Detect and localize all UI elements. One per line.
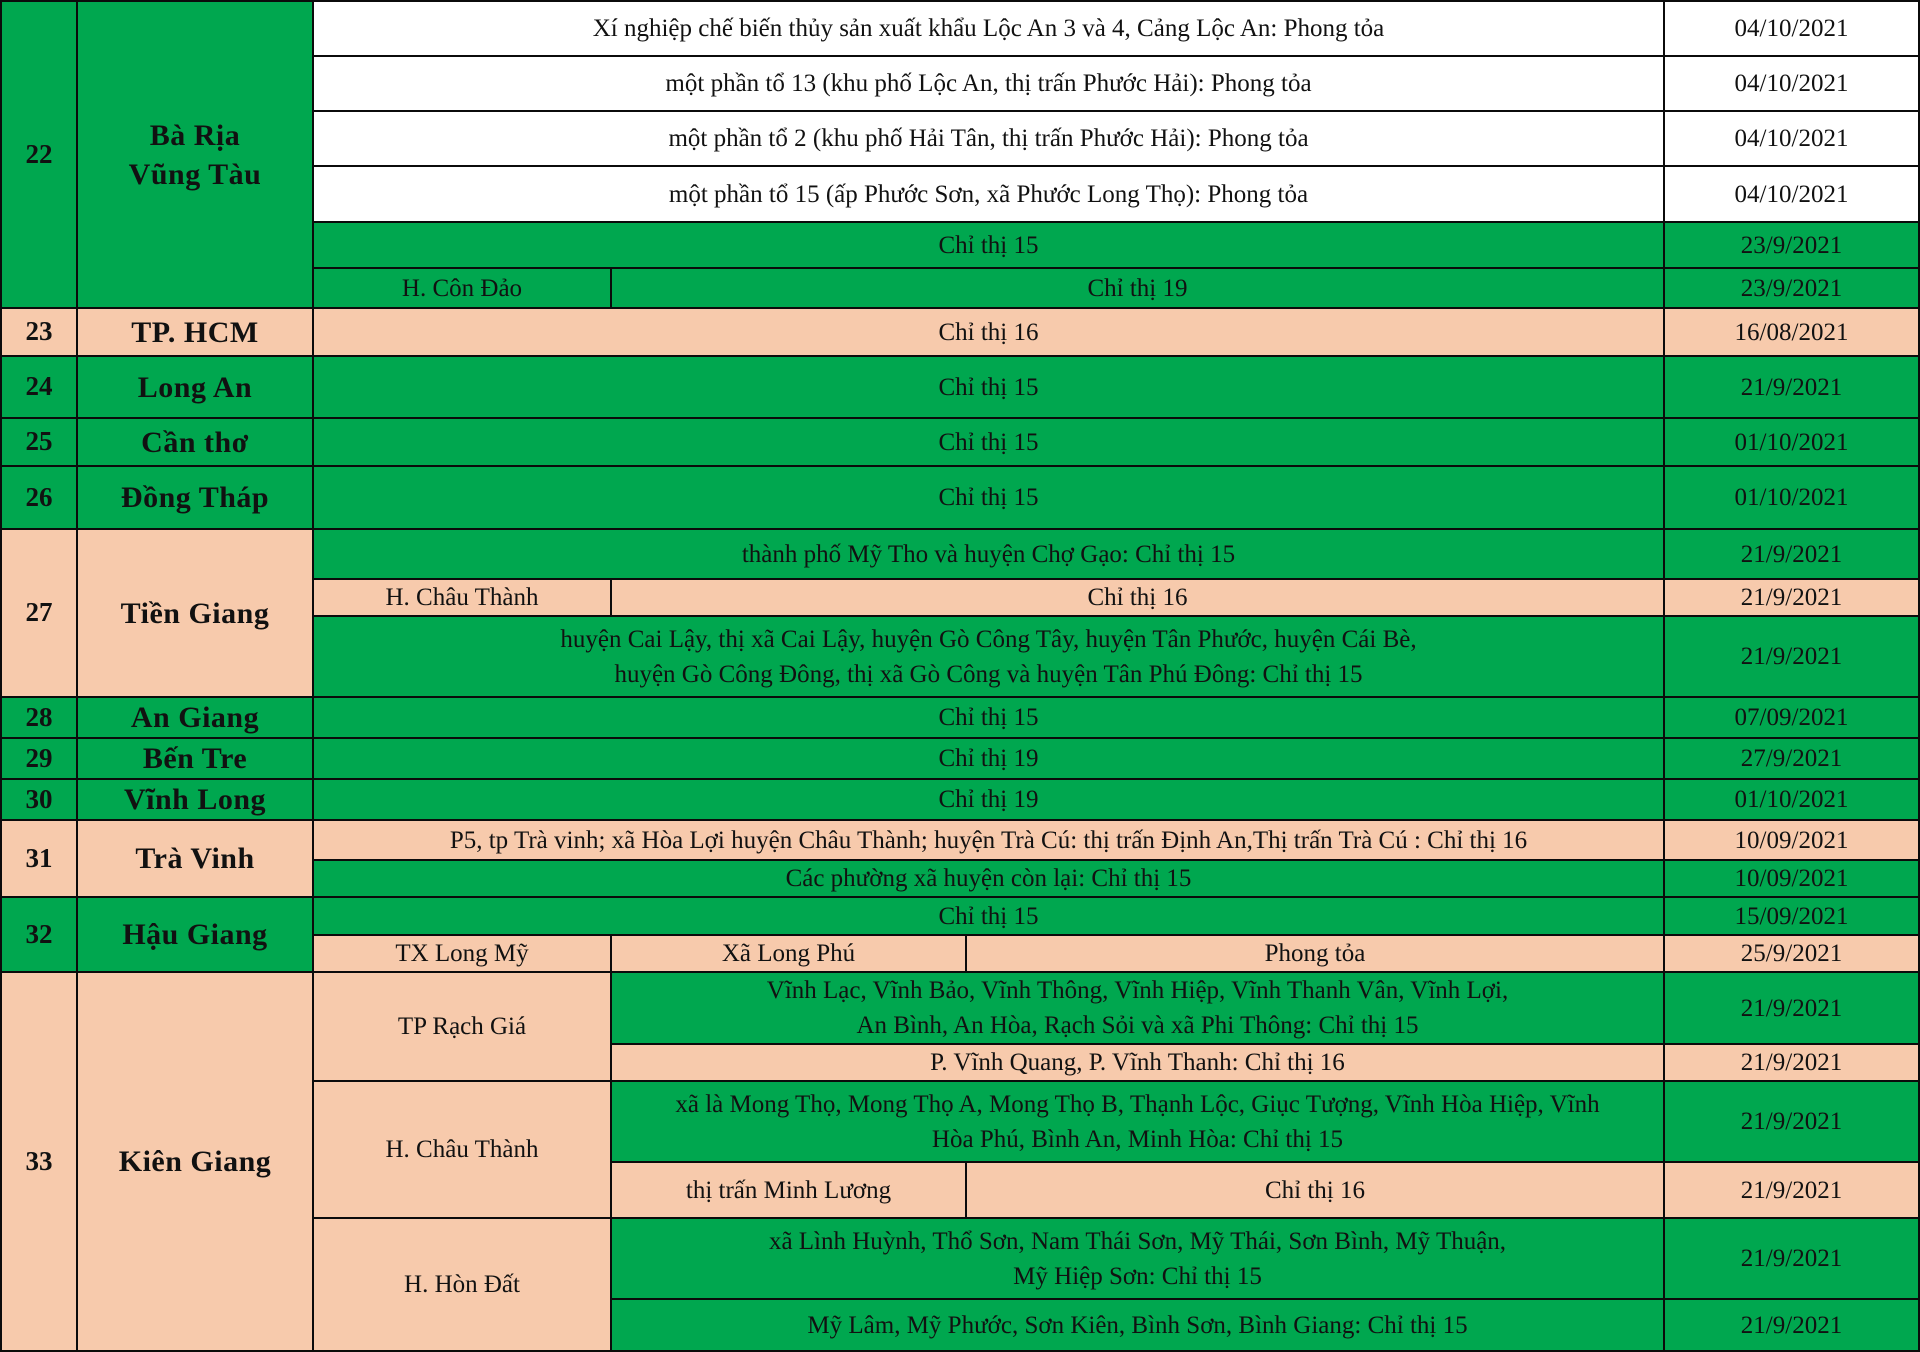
province-name: Kiên Giang (77, 972, 313, 1351)
measure-cell: Mỹ Lâm, Mỹ Phước, Sơn Kiên, Bình Sơn, Bình Giang: Chỉ thị 15 (611, 1299, 1664, 1351)
date-cell: 04/10/2021 (1664, 1, 1919, 56)
date-cell: 21/9/2021 (1664, 1299, 1919, 1351)
row-number: 29 (1, 738, 77, 779)
table-row (1, 466, 1919, 529)
commune-cell: thị trấn Minh Lương (611, 1162, 966, 1218)
row-number: 24 (1, 356, 77, 418)
province-name: Cần thơ (77, 418, 313, 466)
measure-cell (313, 616, 1664, 697)
commune-cell: Xã Long Phú (611, 935, 966, 972)
province-name: Long An (77, 356, 313, 418)
table-row (1, 779, 1919, 820)
date-cell: 16/08/2021 (1664, 308, 1919, 356)
row-number: 32 (1, 897, 77, 972)
measure-cell: Chỉ thị 16 (313, 308, 1664, 356)
measure-cell: Chỉ thị 15 (313, 466, 1664, 529)
province-name: Trà Vinh (77, 820, 313, 897)
province-name: Tiền Giang (77, 529, 313, 697)
district-cell: H. Hòn Đất (313, 1218, 611, 1351)
date-cell: 21/9/2021 (1664, 579, 1919, 616)
table-row (1, 738, 1919, 779)
district-cell: H. Châu Thành (313, 1081, 611, 1218)
table-row (1, 418, 1919, 466)
province-name: Hậu Giang (77, 897, 313, 972)
measure-cell: Chỉ thị 15 (313, 697, 1664, 738)
measure-line1: xã Lình Huỳnh, Thổ Sơn, Nam Thái Sơn, Mỹ Thái, Sơn Bình, Mỹ Thuận, (768, 1227, 1507, 1255)
measure-cell: Các phường xã huyện còn lại: Chỉ thị 15 (313, 860, 1664, 897)
measure-cell: Chỉ thị 19 (313, 779, 1664, 820)
date-cell: 21/9/2021 (1664, 529, 1919, 579)
row-number: 25 (1, 418, 77, 466)
row-number: 28 (1, 697, 77, 738)
province-name: Bến Tre (77, 738, 313, 779)
date-cell: 21/9/2021 (1664, 1218, 1919, 1299)
province-name: Vĩnh Long (77, 779, 313, 820)
date-cell: 01/10/2021 (1664, 418, 1919, 466)
date-cell: 27/9/2021 (1664, 738, 1919, 779)
district-cell: TX Long Mỹ (313, 935, 611, 972)
measure-cell: Xí nghiệp chế biến thủy sản xuất khẩu Lộc An 3 và 4, Cảng Lộc An: Phong tỏa (313, 1, 1664, 56)
province-name-line1: Bà Rịa (149, 118, 241, 152)
row-number: 31 (1, 820, 77, 897)
measure-line1: xã là Mong Thọ, Mong Thọ A, Mong Thọ B, Thạnh Lộc, Giục Tượng, Vĩnh Hòa Hiệp, Vĩnh (675, 1090, 1600, 1118)
date-cell: 21/9/2021 (1664, 1044, 1919, 1081)
date-cell: 21/9/2021 (1664, 616, 1919, 697)
province-name: Đồng Tháp (77, 466, 313, 529)
row-number: 22 (1, 1, 77, 308)
date-cell: 10/09/2021 (1664, 820, 1919, 860)
measure-line2: Mỹ Hiệp Sơn: Chỉ thị 15 (1013, 1262, 1262, 1290)
table-row (1, 356, 1919, 418)
table-row (1, 529, 1919, 579)
date-cell: 04/10/2021 (1664, 166, 1919, 222)
district-cell: H. Châu Thành (313, 579, 611, 616)
measure-cell: một phần tổ 2 (khu phố Hải Tân, thị trấn Phước Hải): Phong tỏa (313, 111, 1664, 166)
date-cell: 21/9/2021 (1664, 972, 1919, 1044)
date-cell: 15/09/2021 (1664, 897, 1919, 935)
row-number: 26 (1, 466, 77, 529)
date-cell: 07/09/2021 (1664, 697, 1919, 738)
measure-line1: Vĩnh Lạc, Vĩnh Bảo, Vĩnh Thông, Vĩnh Hiệp, Vĩnh Thanh Vân, Vĩnh Lợi, (766, 977, 1509, 1004)
table-row (1, 697, 1919, 738)
date-cell: 23/9/2021 (1664, 222, 1919, 268)
measure-cell: một phần tổ 15 (ấp Phước Sơn, xã Phước Long Thọ): Phong tỏa (313, 166, 1664, 222)
district-cell: TP Rạch Giá (313, 972, 611, 1081)
table-row (1, 897, 1919, 935)
province-name (77, 1, 313, 308)
measure-cell: Chỉ thị 15 (313, 356, 1664, 418)
table-row (1, 820, 1919, 860)
measure-cell: Chỉ thị 15 (313, 897, 1664, 935)
date-cell: 23/9/2021 (1664, 268, 1919, 308)
date-cell: 21/9/2021 (1664, 1081, 1919, 1162)
row-number: 30 (1, 779, 77, 820)
row-number: 27 (1, 529, 77, 697)
date-cell: 04/10/2021 (1664, 56, 1919, 111)
province-name: TP. HCM (77, 308, 313, 356)
date-cell: 21/9/2021 (1664, 356, 1919, 418)
date-cell: 01/10/2021 (1664, 779, 1919, 820)
measure-cell: Chỉ thị 16 (611, 579, 1664, 616)
table-row (1, 972, 1919, 1044)
measure-cell: Chỉ thị 19 (313, 738, 1664, 779)
table-row (1, 1, 1919, 56)
date-cell: 04/10/2021 (1664, 111, 1919, 166)
measure-cell: Chỉ thị 15 (313, 222, 1664, 268)
row-number: 23 (1, 308, 77, 356)
measure-line2: An Bình, An Hòa, Rạch Sỏi và xã Phi Thông: Chỉ thị 15 (856, 1012, 1419, 1039)
date-cell: 01/10/2021 (1664, 466, 1919, 529)
province-name-line2: Vũng Tàu (128, 157, 262, 191)
measure-line1: huyện Cai Lậy, thị xã Cai Lậy, huyện Gò Công Tây, huyện Tân Phước, huyện Cái Bè, (560, 625, 1417, 653)
measure-cell: P. Vĩnh Quang, P. Vĩnh Thanh: Chỉ thị 16 (611, 1044, 1664, 1081)
measure-line2: Hòa Phú, Bình An, Minh Hòa: Chỉ thị 15 (931, 1125, 1344, 1153)
measure-cell (611, 972, 1664, 1044)
measure-cell: Chỉ thị 15 (313, 418, 1664, 466)
measure-cell: Chỉ thị 19 (611, 268, 1664, 308)
measure-cell (611, 1081, 1664, 1162)
measure-cell: Chỉ thị 16 (966, 1162, 1664, 1218)
date-cell: 10/09/2021 (1664, 860, 1919, 897)
measure-cell: Phong tỏa (966, 935, 1664, 972)
table-row (1, 308, 1919, 356)
measure-line2: huyện Gò Công Đông, thị xã Gò Công và huyện Tân Phú Đông: Chỉ thị 15 (614, 660, 1363, 688)
measure-cell: P5, tp Trà vinh; xã Hòa Lợi huyện Châu Thành; huyện Trà Cú: thị trấn Định An,Thị trấn Trà Cú : Chỉ thị 16 (313, 820, 1664, 860)
measure-cell (611, 1218, 1664, 1299)
province-name: An Giang (77, 697, 313, 738)
date-cell: 21/9/2021 (1664, 1162, 1919, 1218)
measure-cell: một phần tổ 13 (khu phố Lộc An, thị trấn Phước Hải): Phong tỏa (313, 56, 1664, 111)
row-number: 33 (1, 972, 77, 1351)
date-cell: 25/9/2021 (1664, 935, 1919, 972)
measure-cell: thành phố Mỹ Tho và huyện Chợ Gạo: Chỉ thị 15 (313, 529, 1664, 579)
district-cell: H. Côn Đảo (313, 268, 611, 308)
